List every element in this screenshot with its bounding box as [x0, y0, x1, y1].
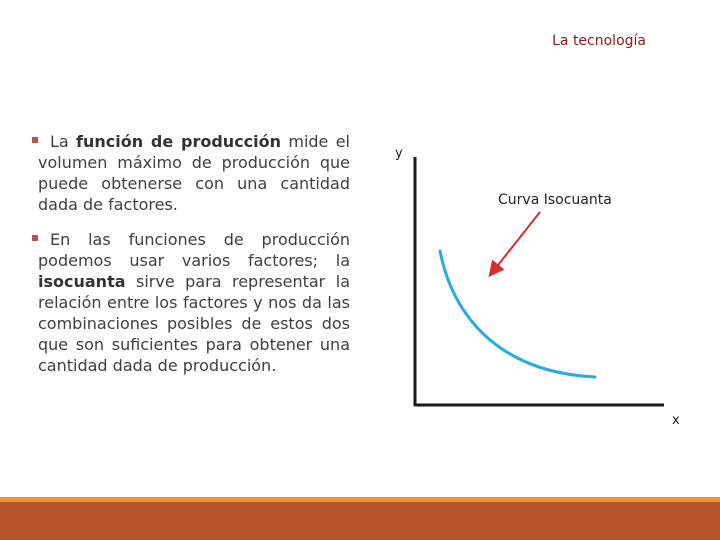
curve-label: Curva Isocuanta: [498, 192, 612, 208]
bullet-text-bold: isocuanta: [38, 272, 126, 291]
bullet-text-part: En las funciones de producción podemos usar varios factores; la: [38, 230, 350, 270]
bullet-text: [38, 131, 350, 215]
bullet-text: [38, 229, 350, 376]
bullet-text-bold: función de producción: [76, 132, 282, 151]
x-axis-label: x: [672, 413, 680, 428]
isoquant-curve: [440, 251, 595, 377]
bullet-text-part: mide el volumen máximo de producción que puede obtenerse con una cantidad dada de factores.: [38, 132, 350, 214]
bullet-text-part: sirve para representar la relación entre los factores y nos da las combinaciones posibles de estos dos que son suficientes para obtener una cantidad dada de producción.: [38, 272, 350, 375]
bullet-text-part: La: [50, 132, 77, 151]
curve-pointer-arrow: [491, 212, 540, 274]
slide-title: La tecnología: [552, 33, 646, 49]
bullet-item-produccion: [32, 131, 350, 215]
bullet-square-icon: [32, 137, 38, 143]
bullet-list: [32, 131, 350, 390]
bullet-square-icon: [32, 235, 38, 241]
footer-bar: [0, 502, 720, 540]
y-axis-label: y: [395, 146, 403, 161]
bullet-item-isocuanta: [32, 229, 350, 376]
